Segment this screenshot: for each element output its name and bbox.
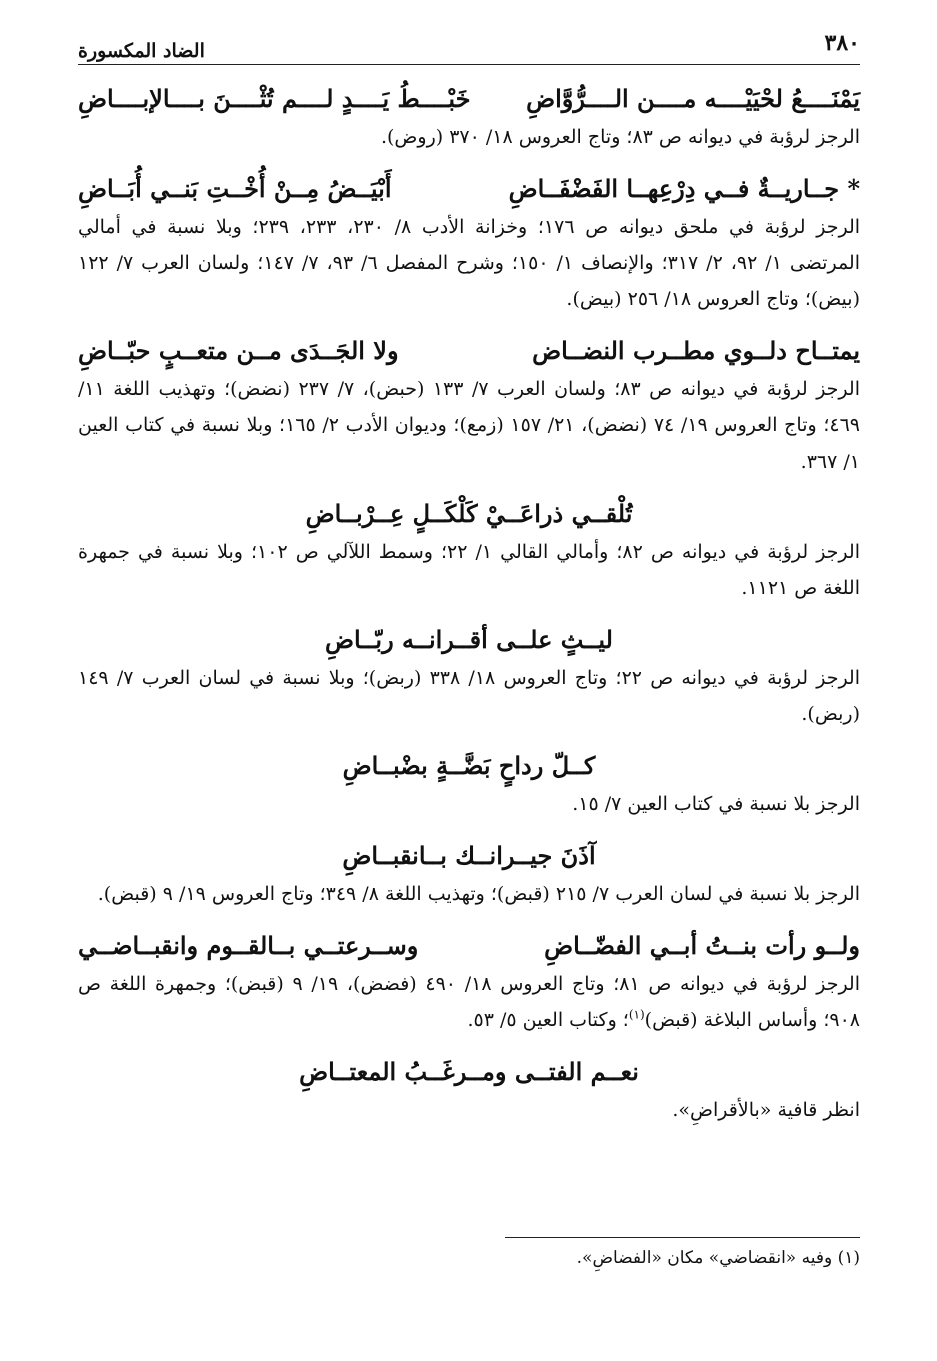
- footnote-separator: [78, 1237, 860, 1238]
- verse-hemistich-first: ولــو رأت بنــتُ أبــي الفضّــاضِ: [544, 931, 860, 961]
- verse-note: الرجز لرؤبة في ديوانه ص ٨٣؛ ولسان العرب ٧/ ١٣٣ (حبض)، ٧/ ٢٣٧ (نضض)؛ وتهذيب اللغة ١١/ ٤٦٩؛ وتاج العروس ١٩/ ٧٤ (نضض)، ٢١/ ١٥٧ (زمع)؛ وديوان الأدب ٢/ ١٦٥؛ وبلا نسبة في كتاب العين ١/ ٣٦٧.: [78, 378, 860, 473]
- verse-note: الرجز بلا نسبة في كتاب العين ٧/ ١٥.: [572, 793, 860, 816]
- verse-hemistich-first: يَمْنَــــعُ لحْيَيْــــه مــــن الــــرُّوَّاضِ: [526, 84, 860, 113]
- verse-hemistich-second: خَبْــــطُ يَــــدٍ لــــم تُثْــــنَ بــــالإبــــاضِ: [78, 84, 471, 113]
- footnote-reference[interactable]: (١): [628, 1007, 645, 1022]
- page: [78, 30, 860, 1129]
- verse-line: [78, 1054, 860, 1090]
- verse-line: [78, 171, 860, 207]
- verse-hemistich-first: تُلْقــي ذراعَــيْ كَلْكَــلٍ عِــرْبــاضِ: [305, 498, 633, 528]
- verse-note-text: ؛ وكتاب العين ٥/ ٥٣.: [467, 1009, 629, 1032]
- verse-note: انظر قافية «بالأقراضِ».: [672, 1099, 860, 1122]
- verse-hemistich-first: ليــثٍ علــى أقــرانــه ربّــاضِ: [325, 624, 613, 654]
- verse-note: الرجز لرؤبة في ديوانه ص ٨٣؛ وتاج العروس ١٨/ ٣٧٠ (روض).: [380, 126, 860, 148]
- verse-note: الرجز لرؤبة في ملحق ديوانه ص ١٧٦؛ وخزانة الأدب ٨/ ٢٣٠، ٢٣٣، ٢٣٩؛ وبلا نسبة في أمالي المرتضى ١/ ٩٢، ٢/ ٣١٧؛ والإنصاف ١/ ١٥٠؛ وشرح المفصل ٦/ ٩٣، ٧/ ١٤٧؛ ولسان العرب ٧/ ١٢٢ (بيض)؛ وتاج العروس ١٨/ ٢٥٦ (بيض).: [78, 216, 861, 311]
- verse-note: [78, 966, 860, 1038]
- verse-hemistich-second: ولا الجَــدَى مــن متعــبٍ حبّــاضِ: [78, 336, 399, 366]
- verse-note: الرجز لرؤبة في ديوانه ص ٢٢؛ وتاج العروس ١٨/ ٣٣٨ (ربض)؛ وبلا نسبة في لسان العرب ٧/ ١٤٩ (ربض).: [78, 666, 860, 725]
- verse-hemistich-first: يمتــاح دلــوي مطــرب النضــاض: [532, 336, 860, 366]
- page-header: [78, 30, 860, 65]
- verse-line: [78, 496, 860, 532]
- verse-line: [78, 748, 860, 784]
- verse-line: [78, 81, 860, 117]
- verse-hemistich-first: كــلّ رداحٍ بَضَّــةٍ بضْبــاضِ: [342, 751, 596, 781]
- running-title: الضاد المكسورة: [78, 40, 205, 62]
- verse-line: [78, 838, 860, 874]
- verse-note: الرجز بلا نسبة في لسان العرب ٧/ ٢١٥ (قبض)؛ وتهذيب اللغة ٨/ ٣٤٩؛ وتاج العروس ١٩/ ٩ (قبض).: [97, 883, 860, 906]
- verse-note: الرجز لرؤبة في ديوانه ص ٨٢؛ وأمالي القالي ١/ ٢٢؛ وسمط اللآلي ص ١٠٢؛ وبلا نسبة في جمهرة اللغة ص ١١٢١.: [78, 540, 860, 599]
- verse-hemistich-first: * جــاريــةٌ فــي دِرْعِهــا الفَضْفَــاضِ: [508, 174, 860, 204]
- verse-hemistich-first: نعــم الفتــى ومــرغَــبُ المعتــاضِ: [299, 1057, 639, 1087]
- verse-hemistich-second: وســرعتــي بــالقــوم وانقبــاضــي: [78, 931, 419, 961]
- verse-line: [78, 622, 860, 658]
- verse-line: [78, 333, 860, 369]
- verse-note-text: الرجز لرؤبة في ديوانه ص ٨١؛ وتاج العروس ١٨/ ٤٩٠ (فضض)، ١٩/ ٩ (قبض)؛ وجمهرة اللغة ص ٩٠٨؛ وأساس البلاغة (قبض): [78, 973, 860, 1032]
- verse-hemistich-second: أَبْيَــضُ مِــنْ أُخْــتِ بَنــي أُبَــاضِ: [78, 174, 392, 204]
- verse-line: [78, 928, 860, 964]
- verse-hemistich-first: آذَنَ جيــرانــك بــانقبــاضِ: [342, 841, 596, 871]
- page-number: ٣٨٠: [824, 30, 860, 56]
- footnote: (١) وفيه «انقضاضي» مكان «الفضاضِ».: [576, 1248, 860, 1268]
- footnote-rule: [505, 1237, 860, 1238]
